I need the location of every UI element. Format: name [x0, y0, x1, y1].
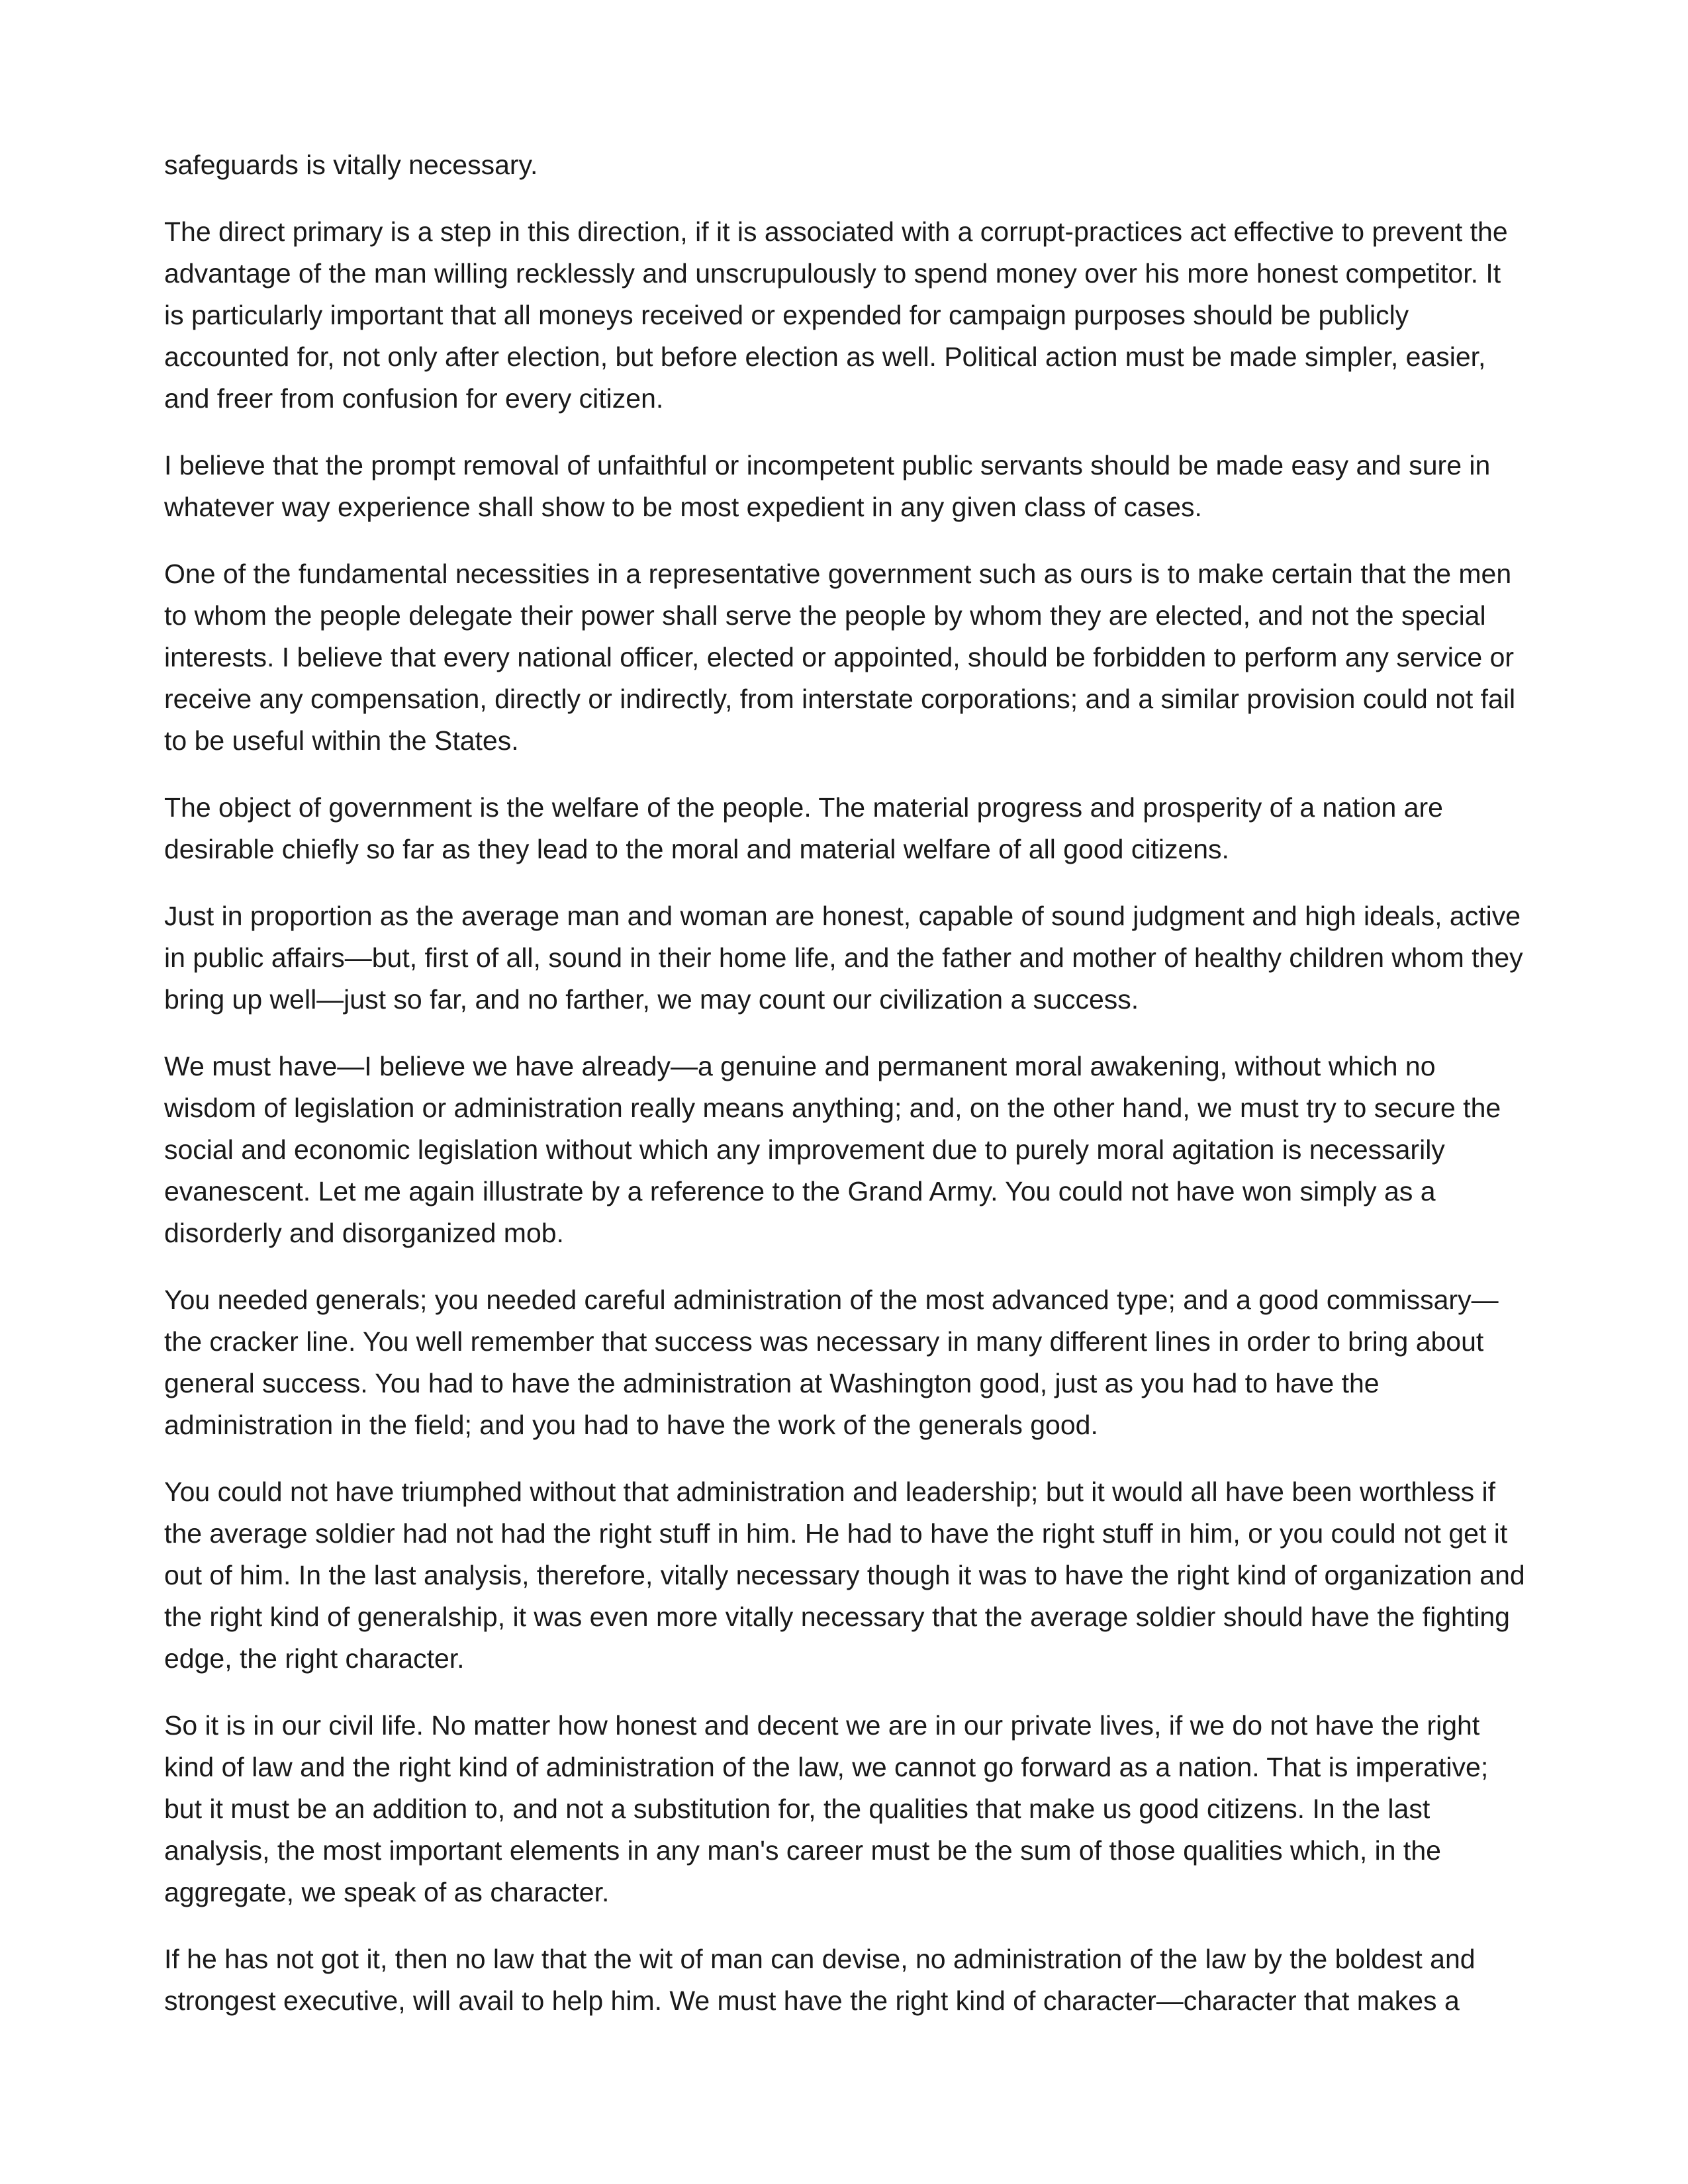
document-page: [164, 144, 1528, 2047]
paragraph-10: So it is in our civil life. No matter how honest and decent we are in our private lives, if we do not have the right kind of law and the right kind of administration of the law, we cannot go forward as a nation. That is imperative; but it must be an addition to, and not a substitution for, the qualities that make us good citizens. In the last analysis, the most important elements in any man's career must be the sum of those qualities which, in the aggregate, we speak of as character.: [164, 1710, 1489, 1907]
paragraph-6: Just in proportion as the average man and woman are honest, capable of sound judgment and high ideals, active in public affairs—but, first of all, sound in their home life, and the father and mother of healthy children whom they bring up well—just so far, and no farther, we may count our civilization a success.: [164, 901, 1523, 1015]
paragraph-3: I believe that the prompt removal of unfaithful or incompetent public servants should be made easy and sure in whatever way experience shall show to be most expedient in any given class of cases.: [164, 450, 1491, 522]
paragraph-9: You could not have triumphed without that administration and leadership; but it would all have been worthless if the average soldier had not had the right stuff in him. He had to have the right stuff in him, or you could not get it out of him. In the last analysis, therefore, vitally necessary though it was to have the right kind of organization and the right kind of generalship, it was even more vitally necessary that the average soldier should have the fighting edge, the right character.: [164, 1477, 1525, 1674]
paragraph-5: The object of government is the welfare of the people. The material progress and prosperity of a nation are desirable chiefly so far as they lead to the moral and material welfare of all good citizens.: [164, 792, 1443, 864]
paragraph-8: You needed generals; you needed careful administration of the most advanced type; and a good commissary—the cracker line. You well remember that success was necessary in many different lines in order to bring about general success. You had to have the administration at Washington good, just as you had to have the administration in the field; and you had to have the work of the generals good.: [164, 1285, 1499, 1440]
paragraph-4: One of the fundamental necessities in a representative government such as ours is to make certain that the men to whom the people delegate their power shall serve the people by whom they are elected, and not the special interests. I believe that every national officer, elected or appointed, should be forbidden to perform any service or receive any compensation, directly or indirectly, from interstate corporations; and a similar provision could not fail to be useful within the States.: [164, 559, 1516, 756]
paragraph-7: We must have—I believe we have already—a genuine and permanent moral awakening, without which no wisdom of legislation or administration really means anything; and, on the other hand, we must try to secure the social and economic legislation without which any improvement due to purely moral agitation is necessarily evanescent. Let me again illustrate by a reference to the Grand Army. You could not have won simply as a disorderly and disorganized mob.: [164, 1051, 1501, 1248]
paragraph-2: The direct primary is a step in this direction, if it is associated with a corrupt-practices act effective to prevent the advantage of the man willing recklessly and unscrupulously to spend money over his more honest competitor. It is particularly important that all moneys received or expended for campaign purposes should be publicly accounted for, not only after election, but before election as well. Political action must be made simpler, easier, and freer from confusion for every citizen.: [164, 216, 1508, 414]
paragraph-1: safeguards is vitally necessary.: [164, 150, 538, 180]
paragraph-11: If he has not got it, then no law that the wit of man can devise, no administration of the law by the boldest and strongest executive, will avail to help him. We must have the right kind of character—character that makes a: [164, 1944, 1476, 2016]
